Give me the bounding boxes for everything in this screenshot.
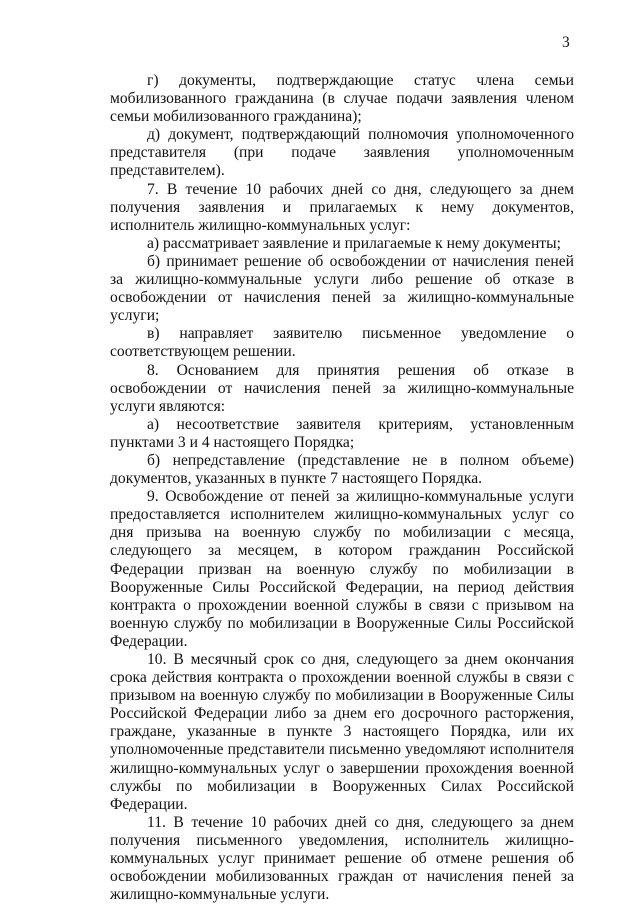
paragraph-clause-8-b: б) непредставление (представление не в полном объеме) документов, указанных в пункте 7 настоящего Порядка. — [110, 451, 574, 488]
paragraph-clause-7-v: в) направляет заявителю письменное уведомление о соответствующем решении. — [110, 325, 574, 361]
paragraph-item-g: г) документы, подтверждающие статус члена семьи мобилизованного гражданина (в случае подачи заявления членом семьи мобилизованного гражданина); — [110, 72, 574, 126]
paragraph-clause-8-a: а) несоответствие заявителя критериям, установленным пунктами 3 и 4 настоящего Порядка; — [110, 415, 574, 451]
paragraph-clause-8: 8. Основанием для принятия решения об отказе в освобождении от начисления пеней за жилищно-коммунальные услуги являются: — [110, 361, 574, 415]
paragraph-item-d: д) документ, подтверждающий полномочия уполномоченного представителя (при подаче заявления уполномоченным представителем). — [110, 126, 574, 180]
paragraph-clause-9: 9. Освобождение от пеней за жилищно-коммунальные услуги предоставляется исполнителем жилищно-коммунальных услуг со дня призыва на военную службу по мобилизации с месяца, следующего за месяцем, в котором гражданин Российской Федерации призван на военную службу по мобилизации в Вооруженные Силы Российской Федерации, на период действия контракта о прохождении военной службы в связи с призывом на военную службу по мобилизации в Вооруженные Силы Российской Федерации. — [110, 488, 574, 650]
paragraph-clause-10: 10. В месячный срок со дня, следующего за днем окончания срока действия контракта о прохождении военной службы в связи с призывом на военную службу по мобилизации в Вооруженные Силы Российской Федерации либо за днем его досрочного расторжения, граждане, указанные в пункте 3 настоящего Порядка, или их уполномоченные представители письменно уведомляют исполнителя жилищно-коммунальных услуг о завершении прохождения военной службы по мобилизации в Вооруженных Силах Российской Федерации. — [110, 651, 574, 813]
document-body — [110, 72, 574, 904]
paragraph-clause-11: 11. В течение 10 рабочих дней со дня, следующего за днем получения письменного уведомления, исполнитель жилищно-коммунальных услуг принимает решение об отмене решения об освобождении мобилизованных граждан от начисления пеней за жилищно-коммунальные услуги. — [110, 813, 574, 904]
page-number: 3 — [562, 34, 570, 51]
paragraph-clause-7: 7. В течение 10 рабочих дней со дня, следующего за днем получения заявления и прилагаемых к нему документов, исполнитель жилищно-коммунальных услуг: — [110, 180, 574, 234]
paragraph-clause-7-b: б) принимает решение об освобождении от начисления пеней за жилищно-коммунальные услуги либо решение об отказе в освобождении от начисления пеней за жилищно-коммунальные услуги; — [110, 252, 574, 325]
paragraph-clause-7-a: а) рассматривает заявление и прилагаемые к нему документы; — [147, 234, 561, 252]
